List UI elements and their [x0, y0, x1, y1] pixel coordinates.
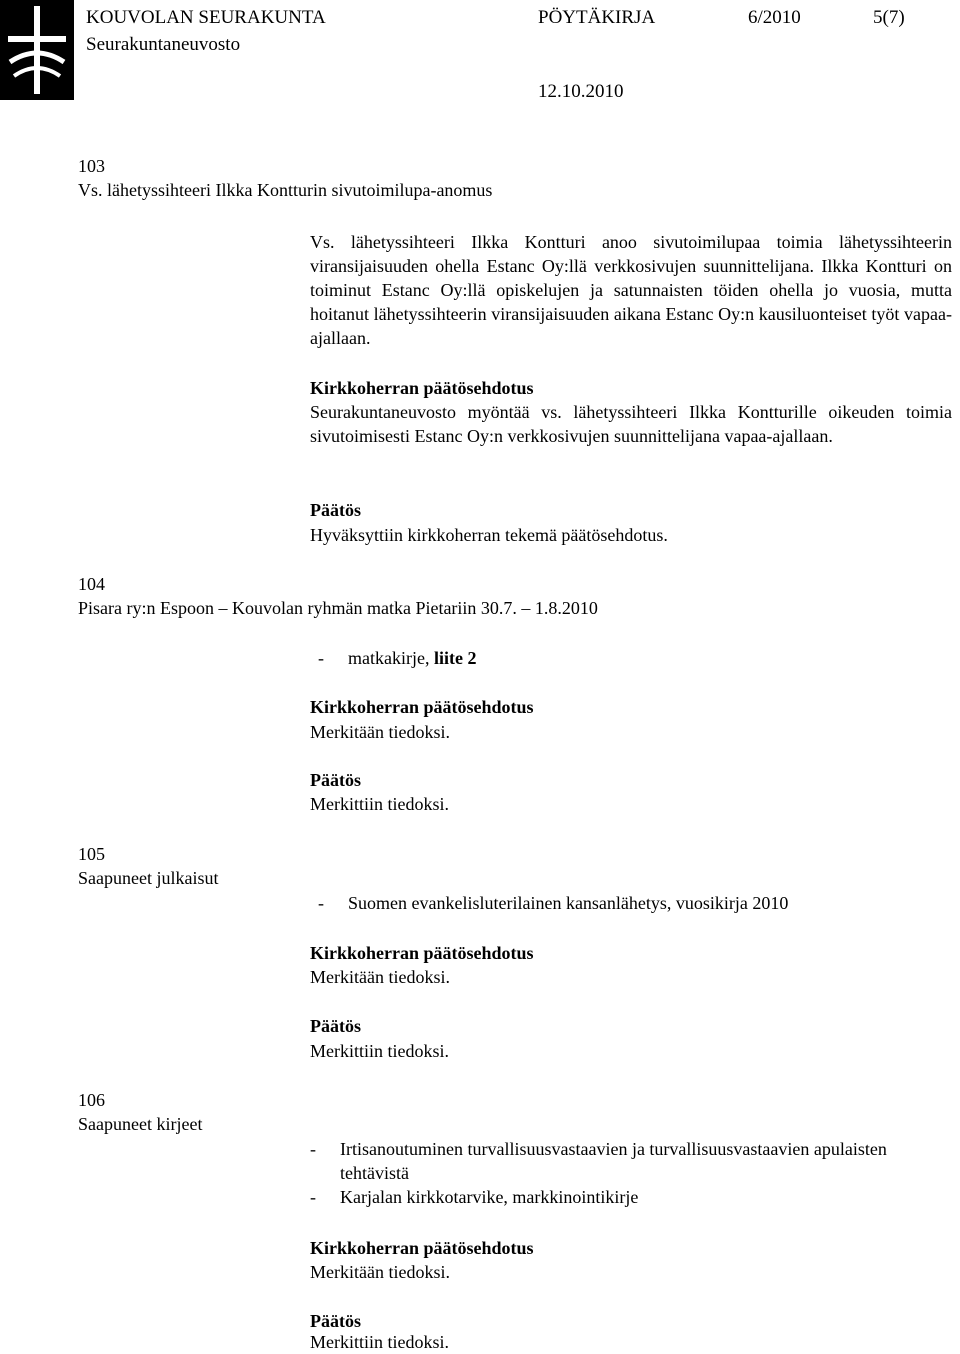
section-103-number: 103 — [78, 156, 105, 176]
section-105-decision-text: Merkittiin tiedoksi. — [310, 1041, 449, 1061]
section-103-proposal-label: Kirkkoherran päätösehdotus — [310, 378, 534, 398]
section-106-proposal-text: Merkitään tiedoksi. — [310, 1262, 450, 1282]
document-number: 6/2010 — [748, 7, 801, 28]
section-104-decision-label: Päätös — [310, 770, 361, 790]
section-106-decision-label: Päätös — [310, 1311, 361, 1331]
section-103-body: Vs. lähetyssihteeri Ilkka Kontturi anoo sivutoimilupaa toimia lähetyssihteerin viransijaisuuden ohella Estanc Oy:llä verkkosivujen suunnittelijana. Ilkka Kontturi on toiminut Estanc Oy:llä opiskelujen ja satunnaisten töiden ohella jo vuosia, mutta hoitanut lähetyssihteerin viransijaisuuden aikana Estanc Oy:n kausiluonteiset työt vapaa-ajallaan. — [310, 232, 952, 348]
section-104-decision-text: Merkittiin tiedoksi. — [310, 794, 449, 814]
section-104-item: - matkakirje, liite 2 — [318, 648, 477, 668]
section-106-title: Saapuneet kirjeet — [78, 1114, 203, 1134]
section-106-number: 106 — [78, 1090, 105, 1110]
section-105-proposal-label: Kirkkoherran päätösehdotus — [310, 943, 534, 963]
section-103-decision-label: Päätös — [310, 500, 361, 520]
section-104-attachment: liite 2 — [433, 648, 477, 668]
meeting-date: 12.10.2010 — [538, 81, 624, 102]
section-103-title: Vs. lähetyssihteeri Ilkka Kontturin sivutoimilupa-anomus — [78, 180, 493, 200]
section-104-title: Pisara ry:n Espoon – Kouvolan ryhmän matka Pietariin 30.7. – 1.8.2010 — [78, 598, 598, 618]
section-105-item: - Suomen evankelisluterilainen kansanlähetys, vuosikirja 2010 — [318, 893, 789, 913]
section-103-decision-text: Hyväksyttiin kirkkoherran tekemä päätösehdotus. — [310, 525, 668, 545]
department-name: Seurakuntaneuvosto — [86, 34, 241, 55]
section-106-item-1: Irtisanoutuminen turvallisuusvastaavien ja turvallisuusvastaavien apulaisten tehtävistä — [340, 1139, 887, 1183]
section-104-proposal-text: Merkitään tiedoksi. — [310, 722, 450, 742]
section-106-proposal-label: Kirkkoherran päätösehdotus — [310, 1238, 534, 1258]
section-105-item-text: Suomen evankelisluterilainen kansanlähetys, vuosikirja 2010 — [348, 893, 789, 913]
section-105-title: Saapuneet julkaisut — [78, 868, 219, 888]
list-item: - Karjalan kirkkotarvike, markkinointikirje — [310, 1185, 938, 1209]
section-106-item-2: Karjalan kirkkotarvike, markkinointikirje — [340, 1187, 639, 1207]
page-number: 5(7) — [873, 7, 905, 28]
church-logo — [0, 0, 74, 100]
section-104-item-text: matkakirje, — [348, 648, 434, 668]
document-type: PÖYTÄKIRJA — [538, 7, 656, 28]
section-103-proposal-text: Seurakuntaneuvosto myöntää vs. lähetyssihteeri Ilkka Kontturille oikeuden toimia sivutoimisesti Estanc Oy:n verkkosivujen suunnittelijana vapaa-ajallaan. — [310, 402, 952, 446]
section-104-proposal-label: Kirkkoherran päätösehdotus — [310, 697, 534, 717]
section-106-item-list — [310, 1137, 938, 1209]
section-105-number: 105 — [78, 844, 105, 864]
organization-name: KOUVOLAN SEURAKUNTA — [86, 7, 326, 28]
section-104-number: 104 — [78, 574, 105, 594]
list-item: - Irtisanoutuminen turvallisuusvastaavien ja turvallisuusvastaavien apulaisten tehtävistä — [310, 1137, 938, 1185]
section-105-decision-label: Päätös — [310, 1016, 361, 1036]
section-106-decision-text: Merkittiin tiedoksi. — [310, 1332, 449, 1352]
section-105-proposal-text: Merkitään tiedoksi. — [310, 967, 450, 987]
